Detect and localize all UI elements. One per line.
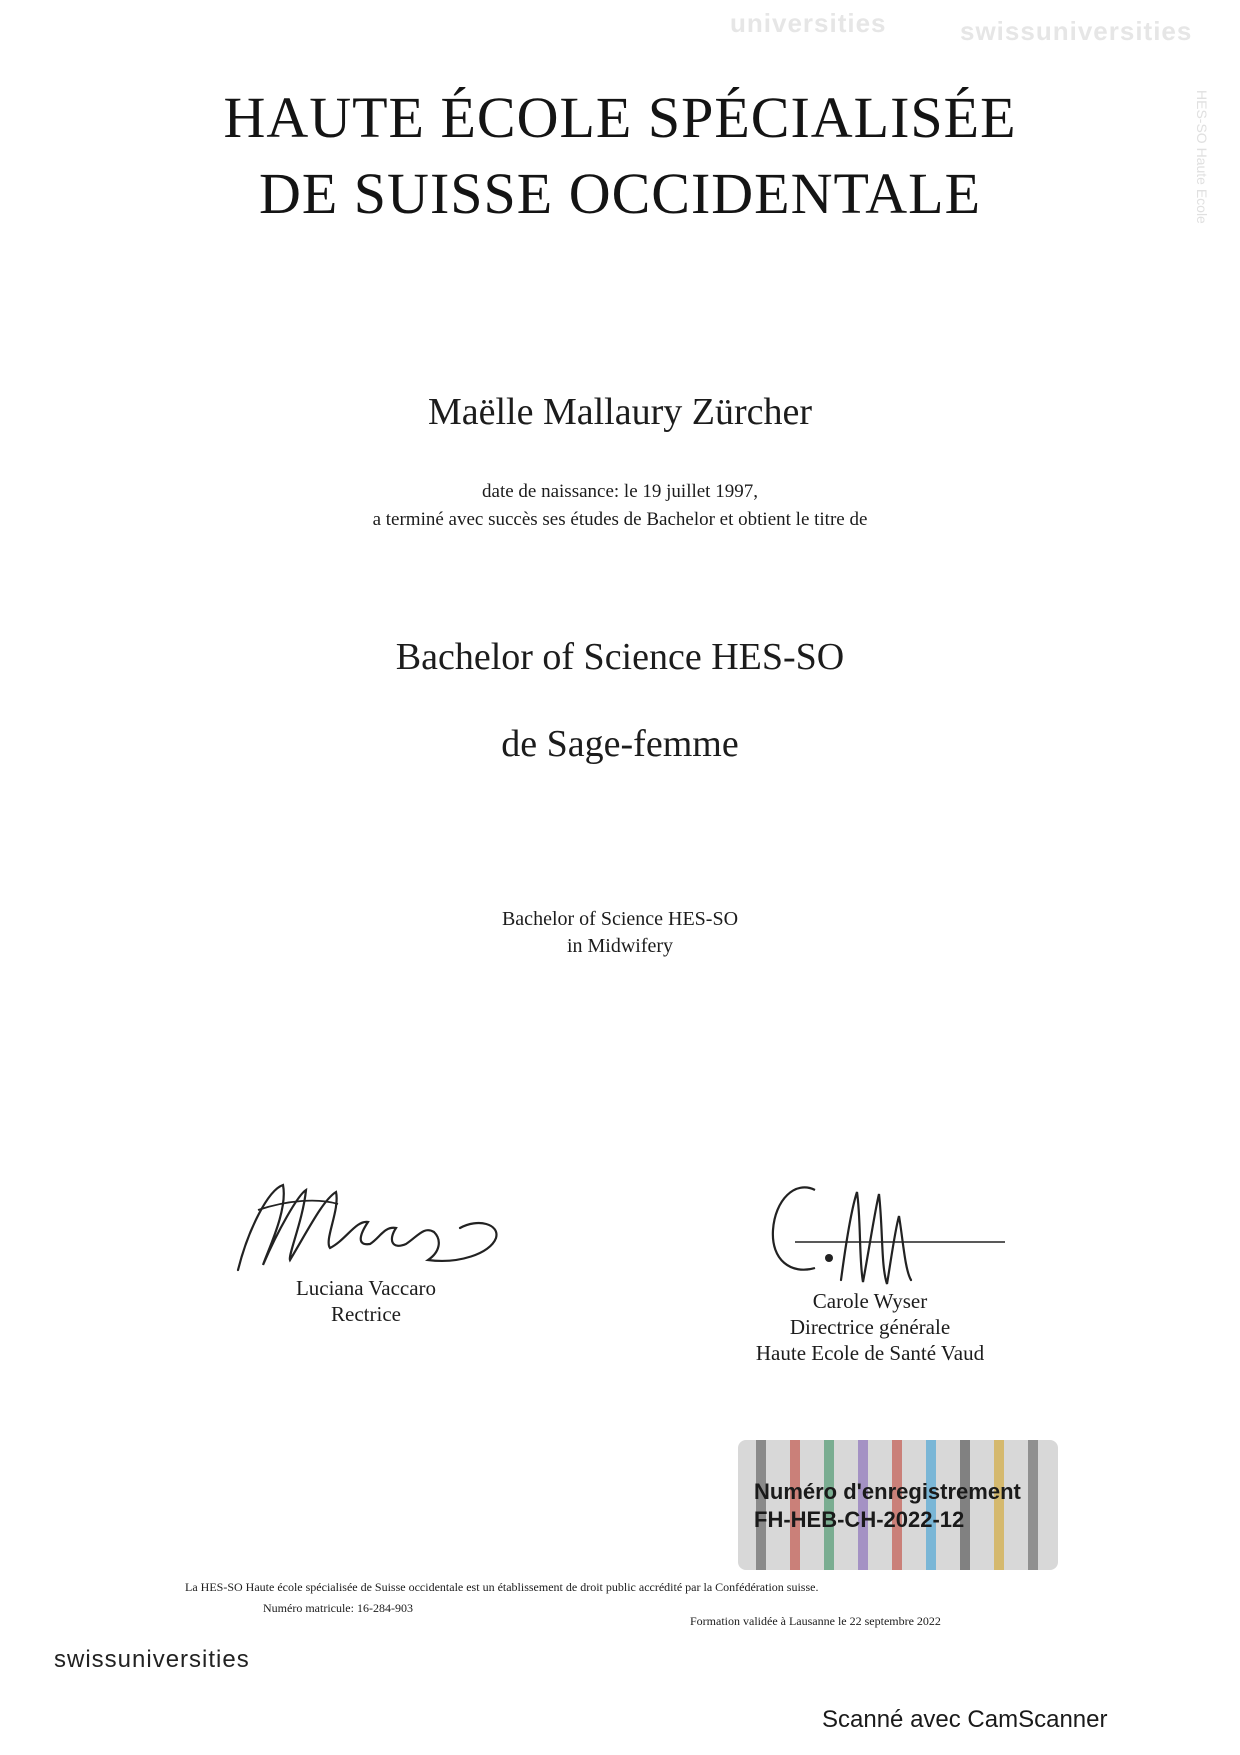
signatory-left-role: Rectrice xyxy=(331,1302,401,1326)
watermark-top-right: swissuniversities xyxy=(960,16,1193,46)
validation-note: Formation validée à Lausanne le 22 septembre 2022 xyxy=(690,1614,941,1628)
completion-line: a terminé avec succès ses études de Bachelor et obtient le titre de xyxy=(372,509,868,530)
graduate-details xyxy=(0,478,1240,534)
graduate-name: Maëlle Mallaury Zürcher xyxy=(427,391,813,433)
scanner-note: Scanné avec CamScanner xyxy=(822,1706,1108,1733)
signatory-left-name: Luciana Vaccaro xyxy=(295,1276,437,1300)
watermark-side: HES-SO Haute Ecole xyxy=(1194,90,1210,224)
signatory-right xyxy=(720,1288,1020,1366)
degree-title-en-line-1: Bachelor of Science HES-SO xyxy=(501,908,739,930)
stamp-number: FH-HEB-CH-2022-12 xyxy=(754,1507,965,1532)
institution-title-line-2: DE SUISSE OCCIDENTALE xyxy=(258,161,981,226)
institution-title-line-1: HAUTE ÉCOLE SPÉCIALISÉE xyxy=(223,85,1017,150)
signatory-right-name: Carole Wyser xyxy=(812,1289,928,1313)
signatory-right-role: Directrice générale xyxy=(789,1315,951,1339)
signatory-left xyxy=(236,1275,496,1327)
accreditation-note: La HES-SO Haute école spécialisée de Suisse occidentale est un établissement de droit public accrédité par la Confédération suisse. xyxy=(185,1580,819,1594)
degree-title-fr-line-1: Bachelor of Science HES-SO xyxy=(395,636,845,678)
birth-date-line: date de naissance: le 19 juillet 1997, xyxy=(482,481,758,502)
signatory-right-institution: Haute Ecole de Santé Vaud xyxy=(755,1341,985,1365)
degree-title-fr-line-2: de Sage-femme xyxy=(501,723,739,765)
stamp-label: Numéro d'enregistrement xyxy=(754,1479,1021,1504)
stamp-stripe xyxy=(1028,1440,1038,1570)
signature-right xyxy=(755,1170,1015,1300)
signature-left xyxy=(228,1170,508,1280)
degree-title-en xyxy=(0,906,1240,960)
degree-title-en-line-2: in Midwifery xyxy=(566,935,674,957)
registration-stamp xyxy=(738,1440,1058,1570)
swissuniversities-logo: swissuniversities xyxy=(54,1646,250,1673)
watermark-top-left: universities xyxy=(730,8,887,38)
stamp-text xyxy=(754,1478,1021,1534)
registration-number: Numéro matricule: 16-284-903 xyxy=(263,1601,413,1615)
